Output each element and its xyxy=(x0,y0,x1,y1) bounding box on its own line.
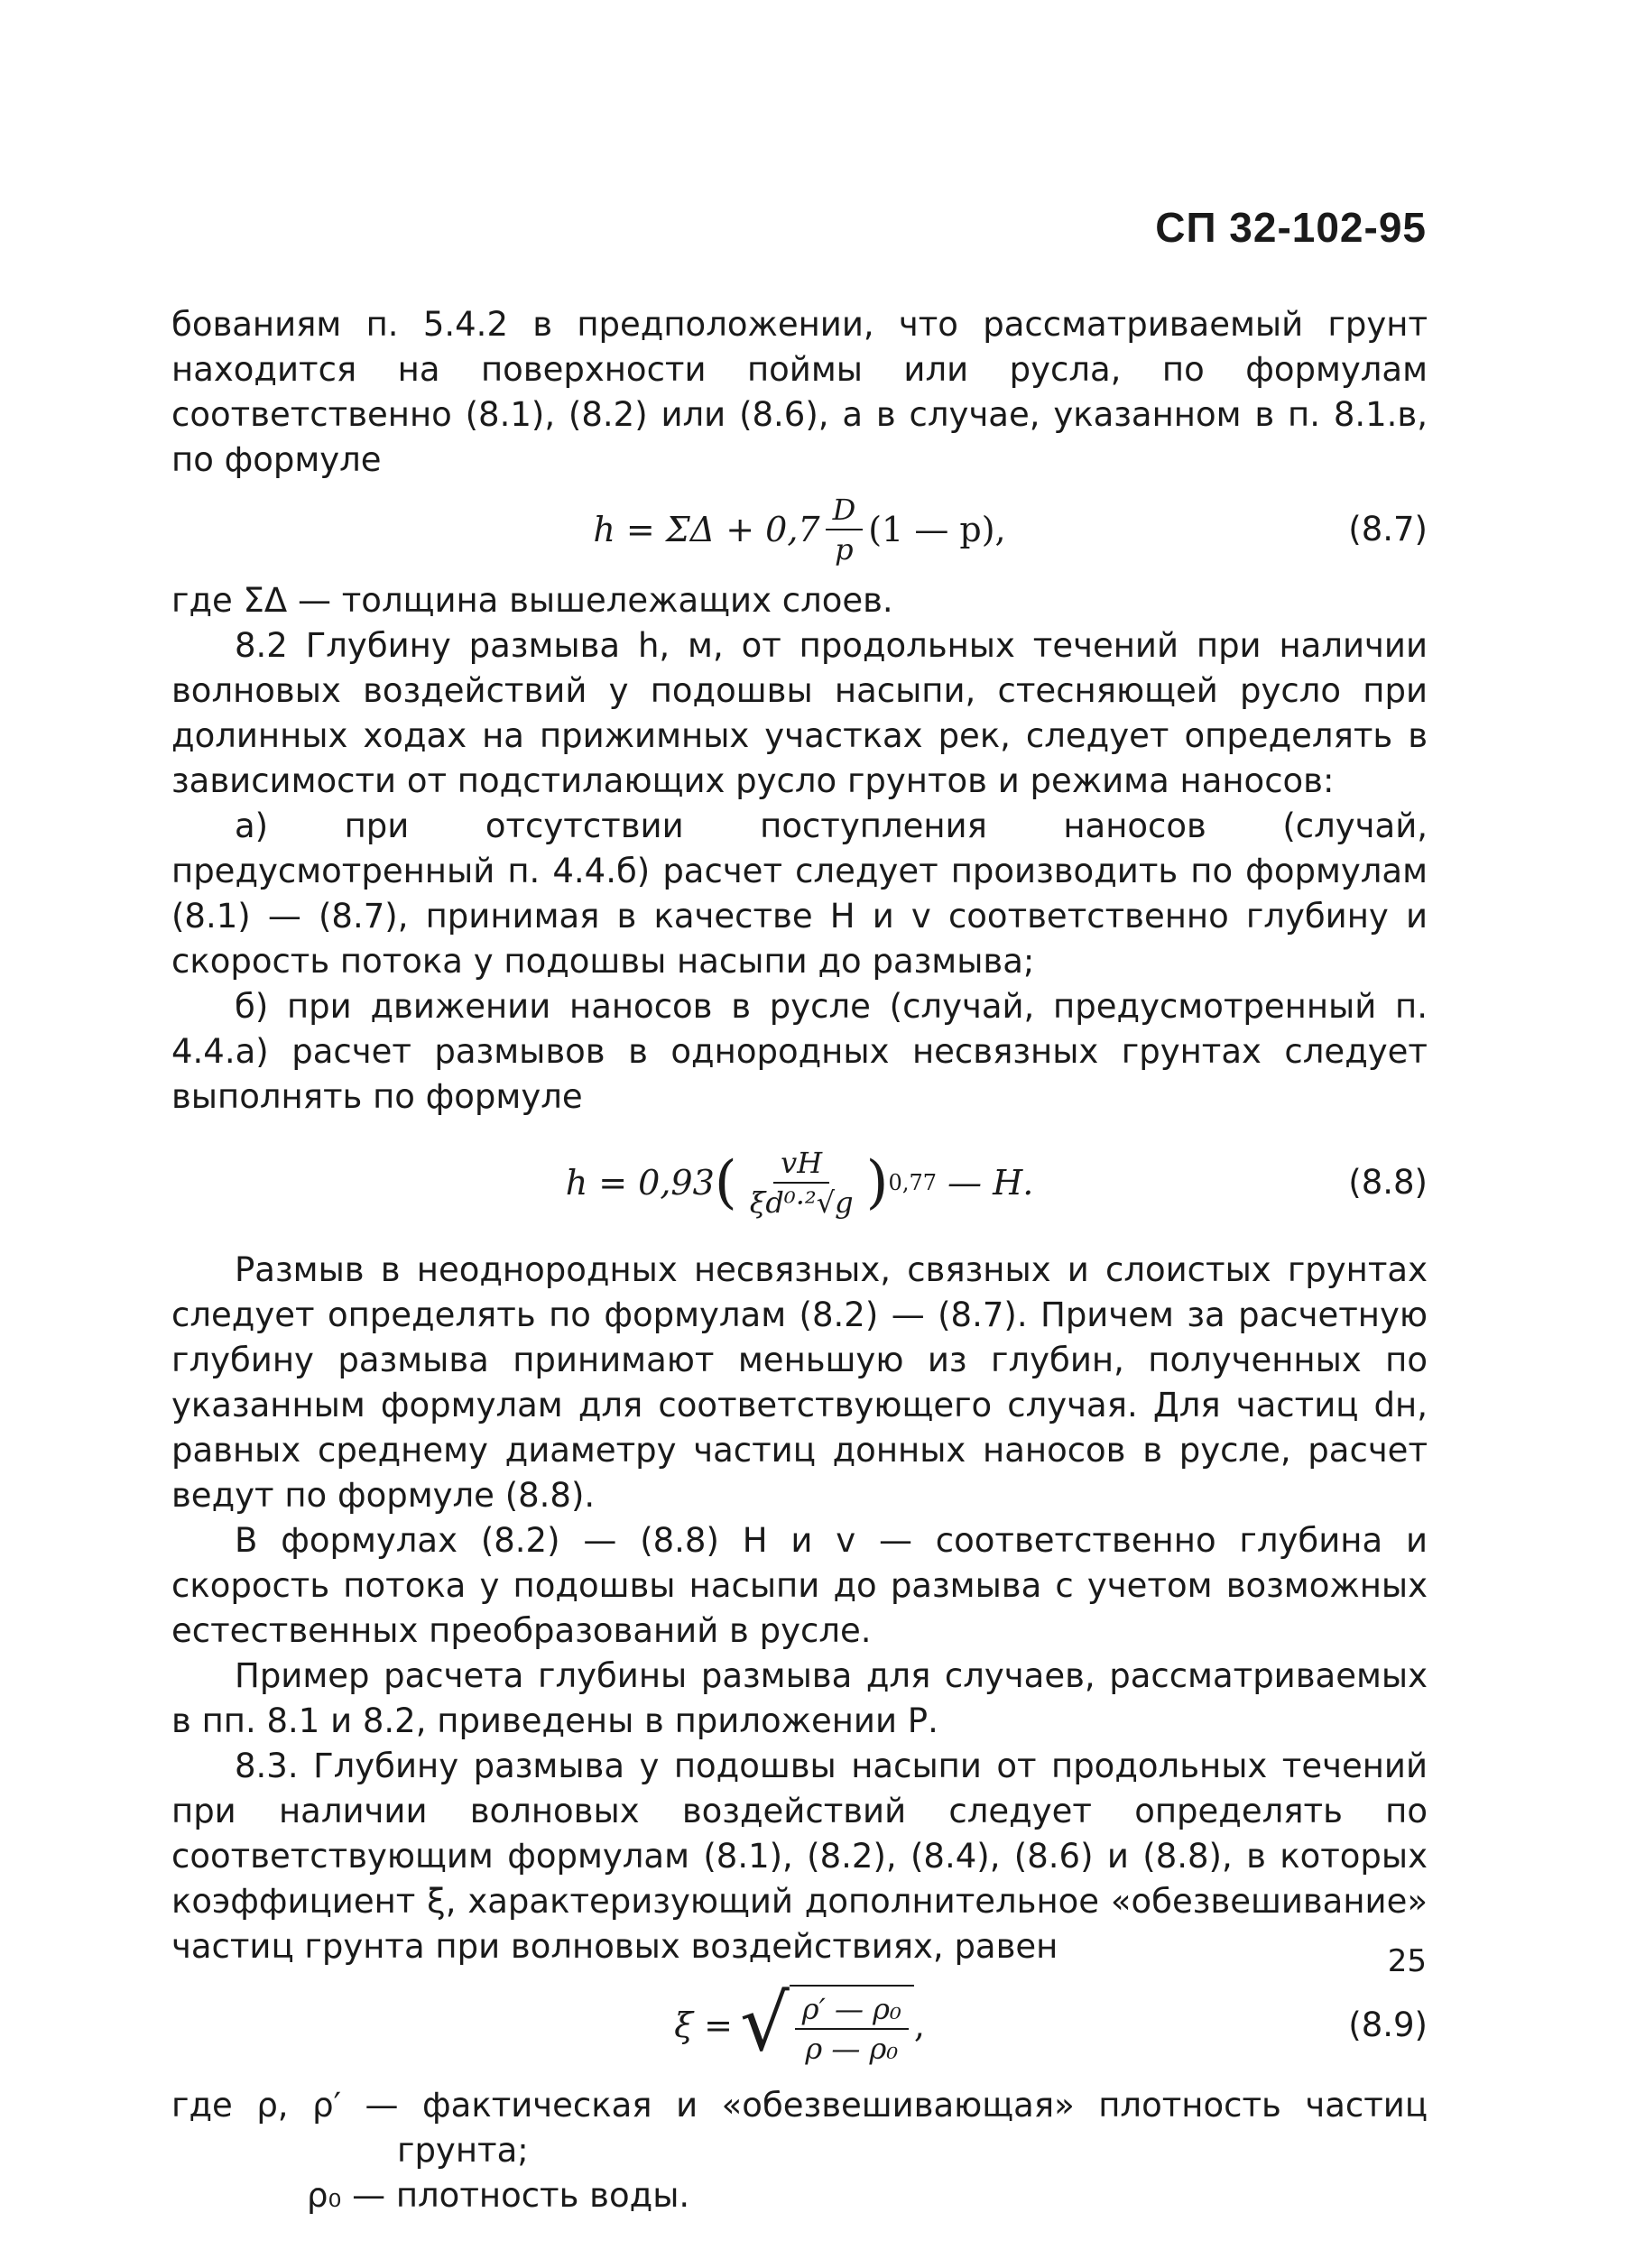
formula-8-9-number: (8.9) xyxy=(1348,2005,1428,2044)
formula-8-7-expression xyxy=(171,486,1428,573)
formula-8-9-rhs: , xyxy=(913,2005,925,2045)
body-text xyxy=(171,302,1428,2218)
formula-8-8 xyxy=(171,1123,1428,1242)
formula-8-7-numerator: D xyxy=(826,493,864,530)
formula-8-8-fraction xyxy=(743,1146,861,1220)
formula-8-7-number: (8.7) xyxy=(1348,510,1428,549)
formula-8-8-open-paren: ( xyxy=(714,1149,737,1216)
formula-8-8-lhs: h = 0,93 xyxy=(565,1163,715,1203)
formula-8-7-lhs: h = ΣΔ + 0,7 xyxy=(593,510,820,549)
formula-8-8-expression xyxy=(171,1123,1428,1242)
paragraph-heterogeneous-soils: Размыв в неоднородных несвязных, связных и слоистых грунтах следует определять по формулам (8.2) — (8.7). Причем за расчетную глубину размыва принимают меньшую из глубин, полученных по указанным формулам для соответствующего случая. Для частиц dн, равных среднему диаметру частиц донных наносов в русле, расчет ведут по формуле (8.8). xyxy=(171,1250,1428,1515)
formula-8-8-exponent: 0,77 xyxy=(888,1170,937,1195)
document-code: СП 32-102-95 xyxy=(1155,204,1427,251)
paragraph-8-2-b: б) при движении наносов в русле (случай, предусмотренный п. 4.4.а) расчет размывов в однородных несвязных грунтах следует выполнять по формуле xyxy=(171,987,1428,1116)
formula-8-8-rhs: — H. xyxy=(947,1163,1034,1203)
paragraph-h-v-definition: В формулах (8.2) — (8.8) H и v — соответственно глубина и скорость потока у подошвы насыпи до размыва с учетом возможных естественных преобразований в русле. xyxy=(171,1521,1428,1650)
page-number: 25 xyxy=(1387,1943,1427,1979)
formula-8-9-numerator: ρ′ — ρ₀ xyxy=(795,1992,909,2030)
paragraph-8-2: 8.2 Глубину размыва h, м, от продольных течений при наличии волновых воздействий у подошвы насыпи, стесняющей русло при долинных ходах на прижимных участках рек, следует определять в зависимости от подстилающих русло грунтов и режима наносов: xyxy=(171,626,1428,800)
formula-8-9-lhs: ξ = xyxy=(674,2005,733,2045)
where-rho0-definition: ρ₀ — плотность воды. xyxy=(307,2176,690,2215)
formula-8-7-fraction xyxy=(826,493,864,567)
formula-8-8-close-paren: ) xyxy=(865,1149,889,1216)
formula-8-9-denominator: ρ — ρ₀ xyxy=(805,2032,899,2066)
formula-8-8-numerator: vH xyxy=(773,1146,829,1184)
formula-8-7 xyxy=(171,486,1428,573)
where-sigma-delta: где ΣΔ — толщина вышележащих слоев. xyxy=(171,581,893,620)
formula-8-9-sqrt xyxy=(739,1978,914,2069)
formula-8-9 xyxy=(171,1973,1428,2078)
paragraph-continuation: бованиям п. 5.4.2 в предположении, что рассматриваемый грунт находится на поверхности поймы или русла, по формулам соответственно (8.1), (8.2) или (8.6), а в случае, указанном в п. 8.1.в, по формуле xyxy=(171,305,1428,479)
formula-8-8-number: (8.8) xyxy=(1348,1163,1428,1202)
formula-8-9-fraction xyxy=(795,1992,909,2066)
formula-8-7-rhs: (1 — p), xyxy=(868,510,1006,549)
formula-8-9-expression xyxy=(171,1973,1428,2078)
paragraph-8-2-a: а) при отсутствии поступления наносов (случай, предусмотренный п. 4.4.б) расчет следует производить по формулам (8.1) — (8.7), принимая в качестве H и v соответственно глубину и скорость потока у подошвы насыпи до размыва; xyxy=(171,807,1428,981)
formula-8-8-denominator: ξd⁰·²√g xyxy=(749,1185,854,1220)
where-rho-definition: где ρ, ρ′ — фактическая и «обезвешивающая» плотность частиц грунта; xyxy=(171,2086,1428,2170)
formula-8-7-denominator: p xyxy=(835,532,854,567)
sqrt-icon: √ xyxy=(739,1978,790,2069)
paragraph-8-3: 8.3. Глубину размыва у подошвы насыпи от продольных течений при наличии волновых воздействий следует определять по соответствующим формулам (8.1), (8.2), (8.4), (8.6) и (8.8), в которых коэффициент ξ, характеризующий дополнительное «обезвешивание» частиц грунта при волновых воздействиях, равен xyxy=(171,1747,1428,1966)
paragraph-example-reference: Пример расчета глубины размыва для случаев, рассматриваемых в пп. 8.1 и 8.2, приведены в приложении Р. xyxy=(171,1656,1428,1740)
formula-8-9-radicand xyxy=(790,1985,914,2066)
